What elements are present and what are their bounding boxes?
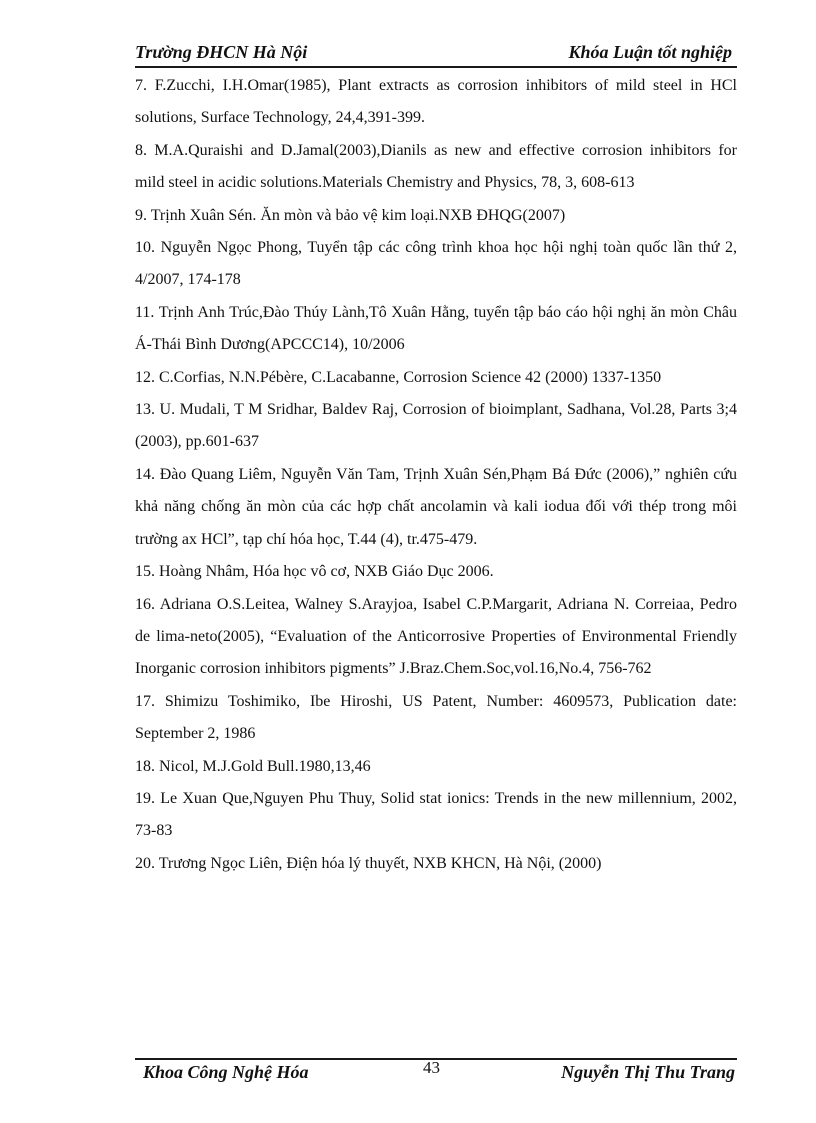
reference-list <box>135 70 737 880</box>
header-thesis-label: Khóa Luận tốt nghiệp <box>568 42 732 62</box>
footer-faculty: Khoa Công Nghệ Hóa <box>143 1062 309 1082</box>
reference-item: 10. Nguyễn Ngọc Phong, Tuyển tập các công trình khoa học hội nghị toàn quốc lần thứ 2, 4/2007, 174-178 <box>135 239 737 289</box>
reference-item: 17. Shimizu Toshimiko, Ibe Hiroshi, US Patent, Number: 4609573, Publication date: September 2, 1986 <box>135 692 737 743</box>
page-header <box>135 40 737 68</box>
reference-item: 9. Trịnh Xuân Sén. Ăn mòn và bảo vệ kim loại.NXB ĐHQG(2007) <box>135 206 566 224</box>
reference-item: 18. Nicol, M.J.Gold Bull.1980,13,46 <box>135 757 371 775</box>
reference-item: 19. Le Xuan Que,Nguyen Phu Thuy, Solid stat ionics: Trends in the new millennium, 2002, 73-83 <box>135 789 737 840</box>
reference-item: 16. Adriana O.S.Leitea, Walney S.Arayjoa, Isabel C.P.Margarit, Adriana N. Correiaa, Pedro de lima-neto(2005), “Evaluation of the Anticorrosive Properties of Environmental Friendly Inorganic corrosion inhibitors pigments” J.Braz.Chem.Soc,vol.16,No.4, 756-762 <box>135 595 737 678</box>
reference-item: 11. Trịnh Anh Trúc,Đào Thúy Lành,Tô Xuân Hằng, tuyển tập báo cáo hội nghị ăn mòn Châu Á-Thái Bình Dương(APCCC14), 10/2006 <box>135 303 737 354</box>
page-footer <box>135 1058 737 1088</box>
reference-item: 20. Trương Ngọc Liên, Điện hóa lý thuyết, NXB KHCN, Hà Nội, (2000) <box>135 854 602 872</box>
reference-item: 15. Hoàng Nhâm, Hóa học vô cơ, NXB Giáo Dục 2006. <box>135 563 494 581</box>
reference-item: 13. U. Mudali, T M Sridhar, Baldev Raj, Corrosion of bioimplant, Sadhana, Vol.28, Parts 3;4 (2003), pp.601-637 <box>135 401 737 451</box>
footer-author: Nguyễn Thị Thu Trang <box>561 1062 735 1082</box>
reference-item: 8. M.A.Quraishi and D.Jamal(2003),Dianils as new and effective corrosion inhibitors for mild steel in acidic solutions.Materials Chemistry and Physics, 78, 3, 608-613 <box>135 141 737 192</box>
reference-item: 14. Đào Quang Liêm, Nguyễn Văn Tam, Trịnh Xuân Sén,Phạm Bá Đức (2006),” nghiên cứu khả năng chống ăn mòn của các hợp chất ancolamin và kali iodua đối với thép trong môi trường ax HCl”, tạp chí hóa học, T.44 (4), tr.475-479. <box>135 465 737 548</box>
reference-item: 12. C.Corfias, N.N.Pébère, C.Lacabanne, Corrosion Science 42 (2000) 1337-1350 <box>135 368 662 386</box>
page-number: 43 <box>423 1058 440 1077</box>
header-school: Trường ĐHCN Hà Nội <box>135 42 308 62</box>
reference-item: 7. F.Zucchi, I.H.Omar(1985), Plant extracts as corrosion inhibitors of mild steel in HCl solutions, Surface Technology, 24,4,391-399. <box>135 77 737 127</box>
